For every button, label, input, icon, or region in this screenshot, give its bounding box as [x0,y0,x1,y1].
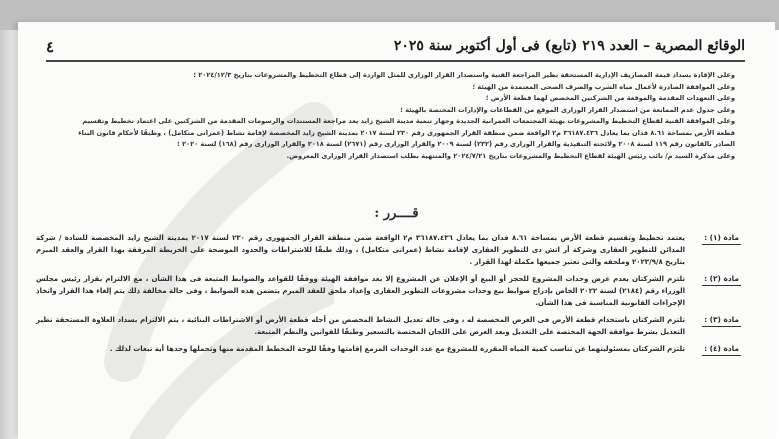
decree-title: قــــرر : [374,206,419,221]
preamble-item: وعلى جدول عدم الممانعة من استصدار القرار الوزارى الموقع من القطاعات والإدارات المختصة بالهيئة ؛ [400,105,735,114]
article-2 [36,273,741,309]
article-text: تلتزم الشركتان باستخدام قطعة الأرض فى الغرض المخصصة له ، وفى حالة تعديل النشاط المخصص من أجله قطعة الأرض أو الاشتراطات البنائية ، يتم الالتزام بسداد العلاوة المستحقة نظير التعديل بشرط موافقة الجهة المختصة على التعديل وبعد العرض على اللجان المختصة بالتسعير وطبقًا للقوانين والنظم المتبعة. [36,316,685,336]
preamble-item: وعلى الموافقة الصادرة لأعمال مياه الشرب والصرف الصحى المعتمدة من الهيئة ؛ [472,82,735,91]
article-text: تلتزم الشركتان بمسئوليتهما عن تناسب كمية المياه المقررة للمشروع مع عدد الوحدات المزمع إقامتها وفقًا للوحة المخطط المقدمة منها وتحملها وحدها أية تبعات لذلك . [109,345,685,353]
document-page [18,22,775,439]
article-1 [36,232,741,268]
article-label: مادة (٣) : [702,314,741,327]
preamble-item: وعلى الإفادة بسداد قيمة المصاريف الإدارية المستحقة نظير المراجعة الفنية واستصدار القرار الوزارى للمثل الواردة إلى قطاع التخطيط والمشروعات بتاريخ ٢٠٢٤/١٢/٣ ؛ [193,71,735,79]
page-header [46,38,745,62]
article-4 [36,343,741,355]
preamble-item: وعلى الموافقة الفنية لقطاع التخطيط والمشروعات بهيئة المجتمعات العمرانية الجديدة وجهاز تنمية مدينة الشيخ زايد بعد مراجعة المستندات والرسومات المقدمة من الشركتين على اعتماد تخطيط وتقسيم قطعة الأرض بمساحة ٨.٦١ فدان بما يعادل ٣٦١٨٧.٤٣٦ م٢ الواقعة ضمن منطقة القرار الجمهورى رقم ٢٣٠ لسنة ٢٠١٧ بمدينة الشيخ زايد المخصصة لإقامة نشاط (عمرانى متكامل) ، وطبقًا لأحكام قانون البناء الصادر بالقانون رقم ١١٩ لسنة ٢٠٠٨ ولائحته التنفيذية والقرار الوزارى رقم (٢٣٢) لسنة ٢٠٠٩ والقرار الوزارى رقم (٢٦٧١) لسنة ٢٠١٨ والقرار الوزارى رقم (١٦٨) لسنة ٢٠٢٠ ؛ [78,117,735,148]
article-text: يعتمد تخطيط وتقسيم قطعة الأرض بمساحة ٨.٦١ فدان بما يعادل ٣٦١٨٧.٤٣٦ م٢ الواقعة ضمن منطقة القرار الجمهورى رقم ٢٣٠ لسنة ٢٠١٧ بمدينة الشيخ زايد المخصصة للسادة / شركة المدائن للتطوير العقارى وشركة أر اتش دى للتطوير العقارى لإقامة نشاط (عمرانى متكامل) ، وذلك طبقًا للاشتراطات والحدود الموضحة على الخريطة المرفقة بهذا القرار والعقد المبرم بتاريخ ٢٠٢٣/٩/٨ وملحقه والتى تعتبر جميعها مكملة لهذا القرار . [36,234,685,266]
article-label: مادة (٢) : [702,273,741,286]
header-title: الوقائع المصرية – العدد ٢١٩ (تابع) فى أول أكتوبر سنة ٢٠٢٥ [393,38,745,54]
page-number: ٤ [46,38,55,56]
preamble [70,70,735,162]
preamble-item: وعلى مذكرة السيد م/ نائب رئيس الهيئة لقطاع التخطيط والمشروعات بتاريخ ٢٠٢٤/٧/٢١ والمنتهية بطلب استصدار القرار الوزارى المعروض. [286,151,735,160]
article-label: مادة (١) : [702,232,741,245]
article-3 [36,314,741,338]
article-text: تلتزم الشركتان بعدم عرض وحدات المشروع للحجز أو البيع أو الإعلان عن المشروع إلا بعد موافقة الهيئة ووفقًا للقواعد والضوابط المتبعة فى هذا الشأن ، مع الالتزام بقرار رئيس مجلس الوزراء رقم (٢١٨٤) لسنة ٢٠٢٢ الخاص بإدراج ضوابط بيع وحدات مشروعات التطوير العقارى وإعداد ملحق للعقد المبرم يتضمن هذه الضوابط ، وفى حالة مخالفة ذلك يتم إلغاء هذا القرار واتخاذ الإجراءات القانونية المناسبة فى هذا الشأن. [36,275,685,307]
article-label: مادة (٤) : [702,343,741,356]
background-left [0,30,18,439]
articles-list [36,232,741,360]
preamble-item: وعلى التعهدات المقدمة والموقعة من الشركتين المخصص لهما قطعة الأرض ؛ [485,94,735,102]
